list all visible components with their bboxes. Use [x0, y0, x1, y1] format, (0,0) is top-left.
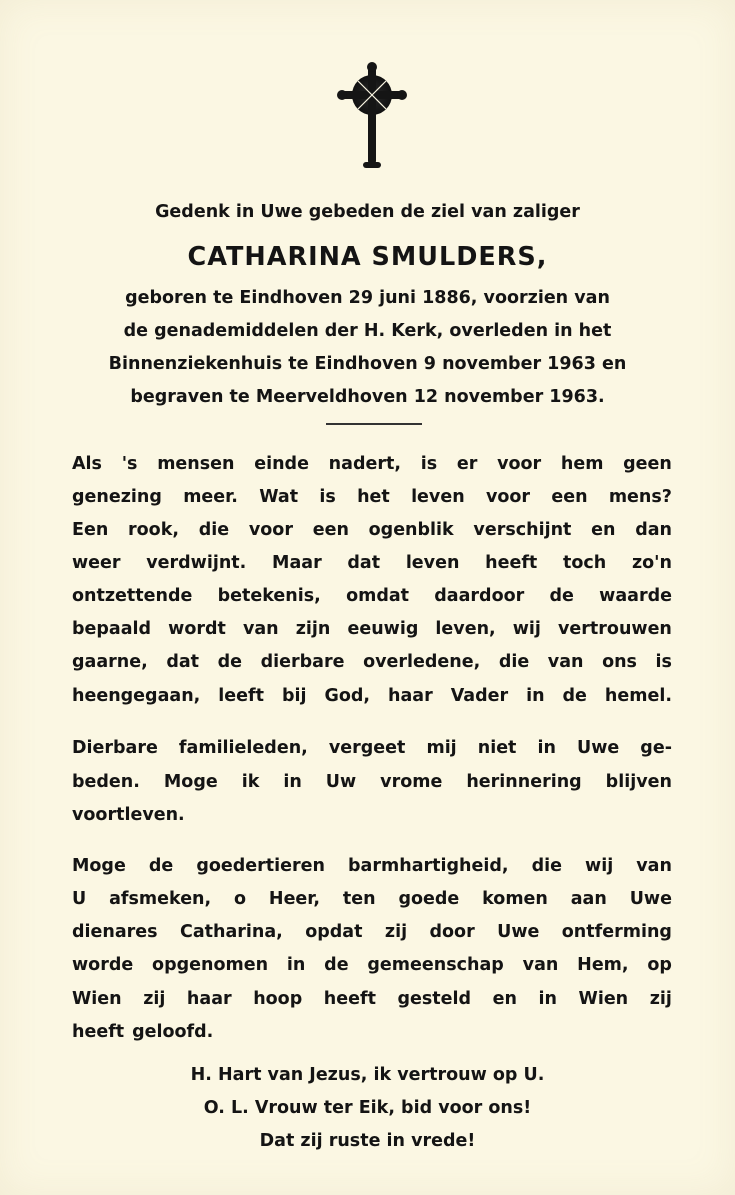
- word: vergeet: [328, 738, 406, 758]
- word: hoop: [253, 989, 303, 1009]
- paragraph-1-line: [72, 454, 672, 478]
- cross-icon: [337, 62, 407, 172]
- closing-prayer: O. L. Vrouw ter Eik, bid voor ons!: [203, 1098, 532, 1118]
- word: niet: [477, 738, 517, 758]
- word: van: [242, 619, 279, 639]
- word: mij: [426, 738, 457, 758]
- word: wordt: [168, 619, 226, 639]
- word: er: [456, 454, 478, 474]
- word: einde: [254, 454, 309, 474]
- word: weer: [72, 553, 121, 573]
- word: vertrouwen: [558, 619, 672, 639]
- word: betekenis,: [217, 586, 321, 606]
- word: is: [420, 454, 438, 474]
- word: de: [562, 686, 587, 706]
- word: Vader: [450, 686, 509, 706]
- paragraph-1-line: [72, 586, 672, 610]
- word: in: [283, 772, 302, 792]
- word: het: [357, 487, 390, 507]
- word: 's: [121, 454, 138, 474]
- word: leven: [405, 553, 460, 573]
- word: die: [198, 520, 230, 540]
- word: van: [636, 856, 672, 876]
- word: is: [655, 652, 672, 672]
- paragraph-3-line: [72, 989, 672, 1013]
- word: meer.: [183, 487, 238, 507]
- word: ge-: [640, 738, 672, 758]
- word: goede: [398, 889, 460, 909]
- paragraph-2-line: [72, 805, 672, 829]
- word: toch: [563, 553, 607, 573]
- paragraph-1-line: [72, 553, 672, 577]
- word: leeft: [218, 686, 264, 706]
- word: dierbare: [260, 652, 345, 672]
- word: ik: [241, 772, 260, 792]
- word: haar: [388, 686, 433, 706]
- intro-line: Gedenk in Uwe gebeden de ziel van zaliger: [155, 202, 580, 222]
- word: ontferming: [561, 922, 672, 942]
- word: dan: [635, 520, 672, 540]
- word: Catharina,: [179, 922, 283, 942]
- paragraph-2-line: [72, 772, 672, 796]
- word: blijven: [605, 772, 672, 792]
- divider-rule: [326, 423, 422, 425]
- word: dat: [166, 652, 200, 672]
- word: Heer,: [268, 889, 321, 909]
- word: goedertieren: [196, 856, 325, 876]
- word: Moge: [72, 856, 126, 876]
- paragraph-1-line: [72, 652, 672, 676]
- word: verdwijnt.: [146, 553, 247, 573]
- word: een: [551, 487, 588, 507]
- word: in: [286, 955, 306, 975]
- detail-line: begraven te Meerveldhoven 12 november 1963.: [130, 387, 605, 407]
- word: beden.: [72, 772, 140, 792]
- word: is: [319, 487, 336, 507]
- word: bij: [281, 686, 307, 706]
- word: hemel.: [604, 686, 672, 706]
- word: de: [148, 856, 174, 876]
- word: geloofd.: [132, 1022, 214, 1042]
- word: familieleden,: [178, 738, 308, 758]
- paragraph-1-line: [72, 520, 672, 544]
- word: Een: [72, 520, 109, 540]
- word: U: [72, 889, 87, 909]
- word: ons: [602, 652, 637, 672]
- detail-line: Binnenziekenhuis te Eindhoven 9 november 1963 en: [108, 354, 627, 374]
- word: komen: [482, 889, 548, 909]
- word: voor: [497, 454, 542, 474]
- closing-prayer: H. Hart van Jezus, ik vertrouw op U.: [190, 1065, 545, 1085]
- word: zij: [384, 922, 408, 942]
- word: die: [498, 652, 530, 672]
- word: wij: [512, 619, 541, 639]
- paragraph-3-line: [72, 856, 672, 880]
- word: in: [537, 738, 556, 758]
- word: Uwe: [497, 922, 540, 942]
- paragraph-1-line: [72, 619, 672, 643]
- word: heeft: [485, 553, 538, 573]
- word: de: [217, 652, 243, 672]
- detail-line: geboren te Eindhoven 29 juni 1886, voorzien van: [125, 288, 610, 308]
- word: God,: [324, 686, 371, 706]
- word: opdat: [305, 922, 363, 942]
- word: op: [647, 955, 672, 975]
- word: mensen: [157, 454, 235, 474]
- word: overledene,: [363, 652, 481, 672]
- word: herinnering: [466, 772, 582, 792]
- word: zij: [143, 989, 166, 1009]
- word: heengegaan,: [72, 686, 201, 706]
- word: vrome: [380, 772, 443, 792]
- word: genezing: [72, 487, 162, 507]
- detail-line: de genademiddelen der H. Kerk, overleden in het: [123, 321, 612, 341]
- word: barmhartigheid,: [348, 856, 509, 876]
- word: daardoor: [434, 586, 525, 606]
- word: Uwe: [629, 889, 672, 909]
- word: een: [312, 520, 349, 540]
- word: heeft: [72, 1022, 125, 1042]
- word: gesteld: [397, 989, 472, 1009]
- word: Wien: [578, 989, 629, 1009]
- word: gaarne,: [72, 652, 148, 672]
- word: Uwe: [577, 738, 620, 758]
- word: door: [429, 922, 475, 942]
- paragraph-3-line: [72, 889, 672, 913]
- word: omdat: [346, 586, 410, 606]
- paragraph-2-line: [72, 738, 672, 762]
- deceased-name: CATHARINA SMULDERS,: [187, 242, 548, 272]
- word: opgenomen: [152, 955, 269, 975]
- word: Hem,: [577, 955, 629, 975]
- paragraph-3-line: [72, 1022, 672, 1046]
- word: Als: [72, 454, 102, 474]
- word: voor: [248, 520, 293, 540]
- word: dienares: [72, 922, 158, 942]
- word: nadert,: [328, 454, 401, 474]
- word: o: [234, 889, 247, 909]
- paragraph-1-line: [72, 487, 672, 511]
- word: worde: [72, 955, 134, 975]
- word: Wien: [72, 989, 122, 1009]
- word: zijn: [295, 619, 331, 639]
- word: Moge: [163, 772, 218, 792]
- word: in: [538, 989, 557, 1009]
- word: van: [522, 955, 559, 975]
- word: hem: [560, 454, 604, 474]
- word: waarde: [599, 586, 672, 606]
- word: voortleven.: [72, 805, 185, 825]
- word: zo'n: [631, 553, 672, 573]
- closing-prayer: Dat zij ruste in vrede!: [259, 1131, 476, 1151]
- word: mens?: [608, 487, 672, 507]
- word: voor: [485, 487, 531, 507]
- word: die: [531, 856, 562, 876]
- word: ontzettende: [72, 586, 193, 606]
- word: zij: [649, 989, 672, 1009]
- word: en: [492, 989, 517, 1009]
- word: ten: [342, 889, 376, 909]
- word: leven,: [435, 619, 496, 639]
- word: Dierbare: [72, 738, 158, 758]
- word: ogenblik: [368, 520, 454, 540]
- word: aan: [570, 889, 607, 909]
- word: en: [591, 520, 616, 540]
- word: Maar: [272, 553, 322, 573]
- word: haar: [186, 989, 232, 1009]
- word: Uw: [325, 772, 357, 792]
- word: de: [324, 955, 349, 975]
- word: dat: [347, 553, 381, 573]
- word: gemeenschap: [367, 955, 504, 975]
- word: de: [549, 586, 574, 606]
- word: geen: [623, 454, 672, 474]
- word: afsmeken,: [109, 889, 212, 909]
- word: leven: [411, 487, 465, 507]
- paragraph-1-line: [72, 686, 672, 710]
- word: bepaald: [72, 619, 152, 639]
- word: wij: [585, 856, 614, 876]
- word: in: [526, 686, 545, 706]
- paragraph-3-line: [72, 955, 672, 979]
- word: verschijnt: [473, 520, 572, 540]
- paragraph-3-line: [72, 922, 672, 946]
- word: rook,: [128, 520, 179, 540]
- word: van: [547, 652, 584, 672]
- word: Wat: [259, 487, 299, 507]
- word: heeft: [323, 989, 376, 1009]
- word: eeuwig: [347, 619, 419, 639]
